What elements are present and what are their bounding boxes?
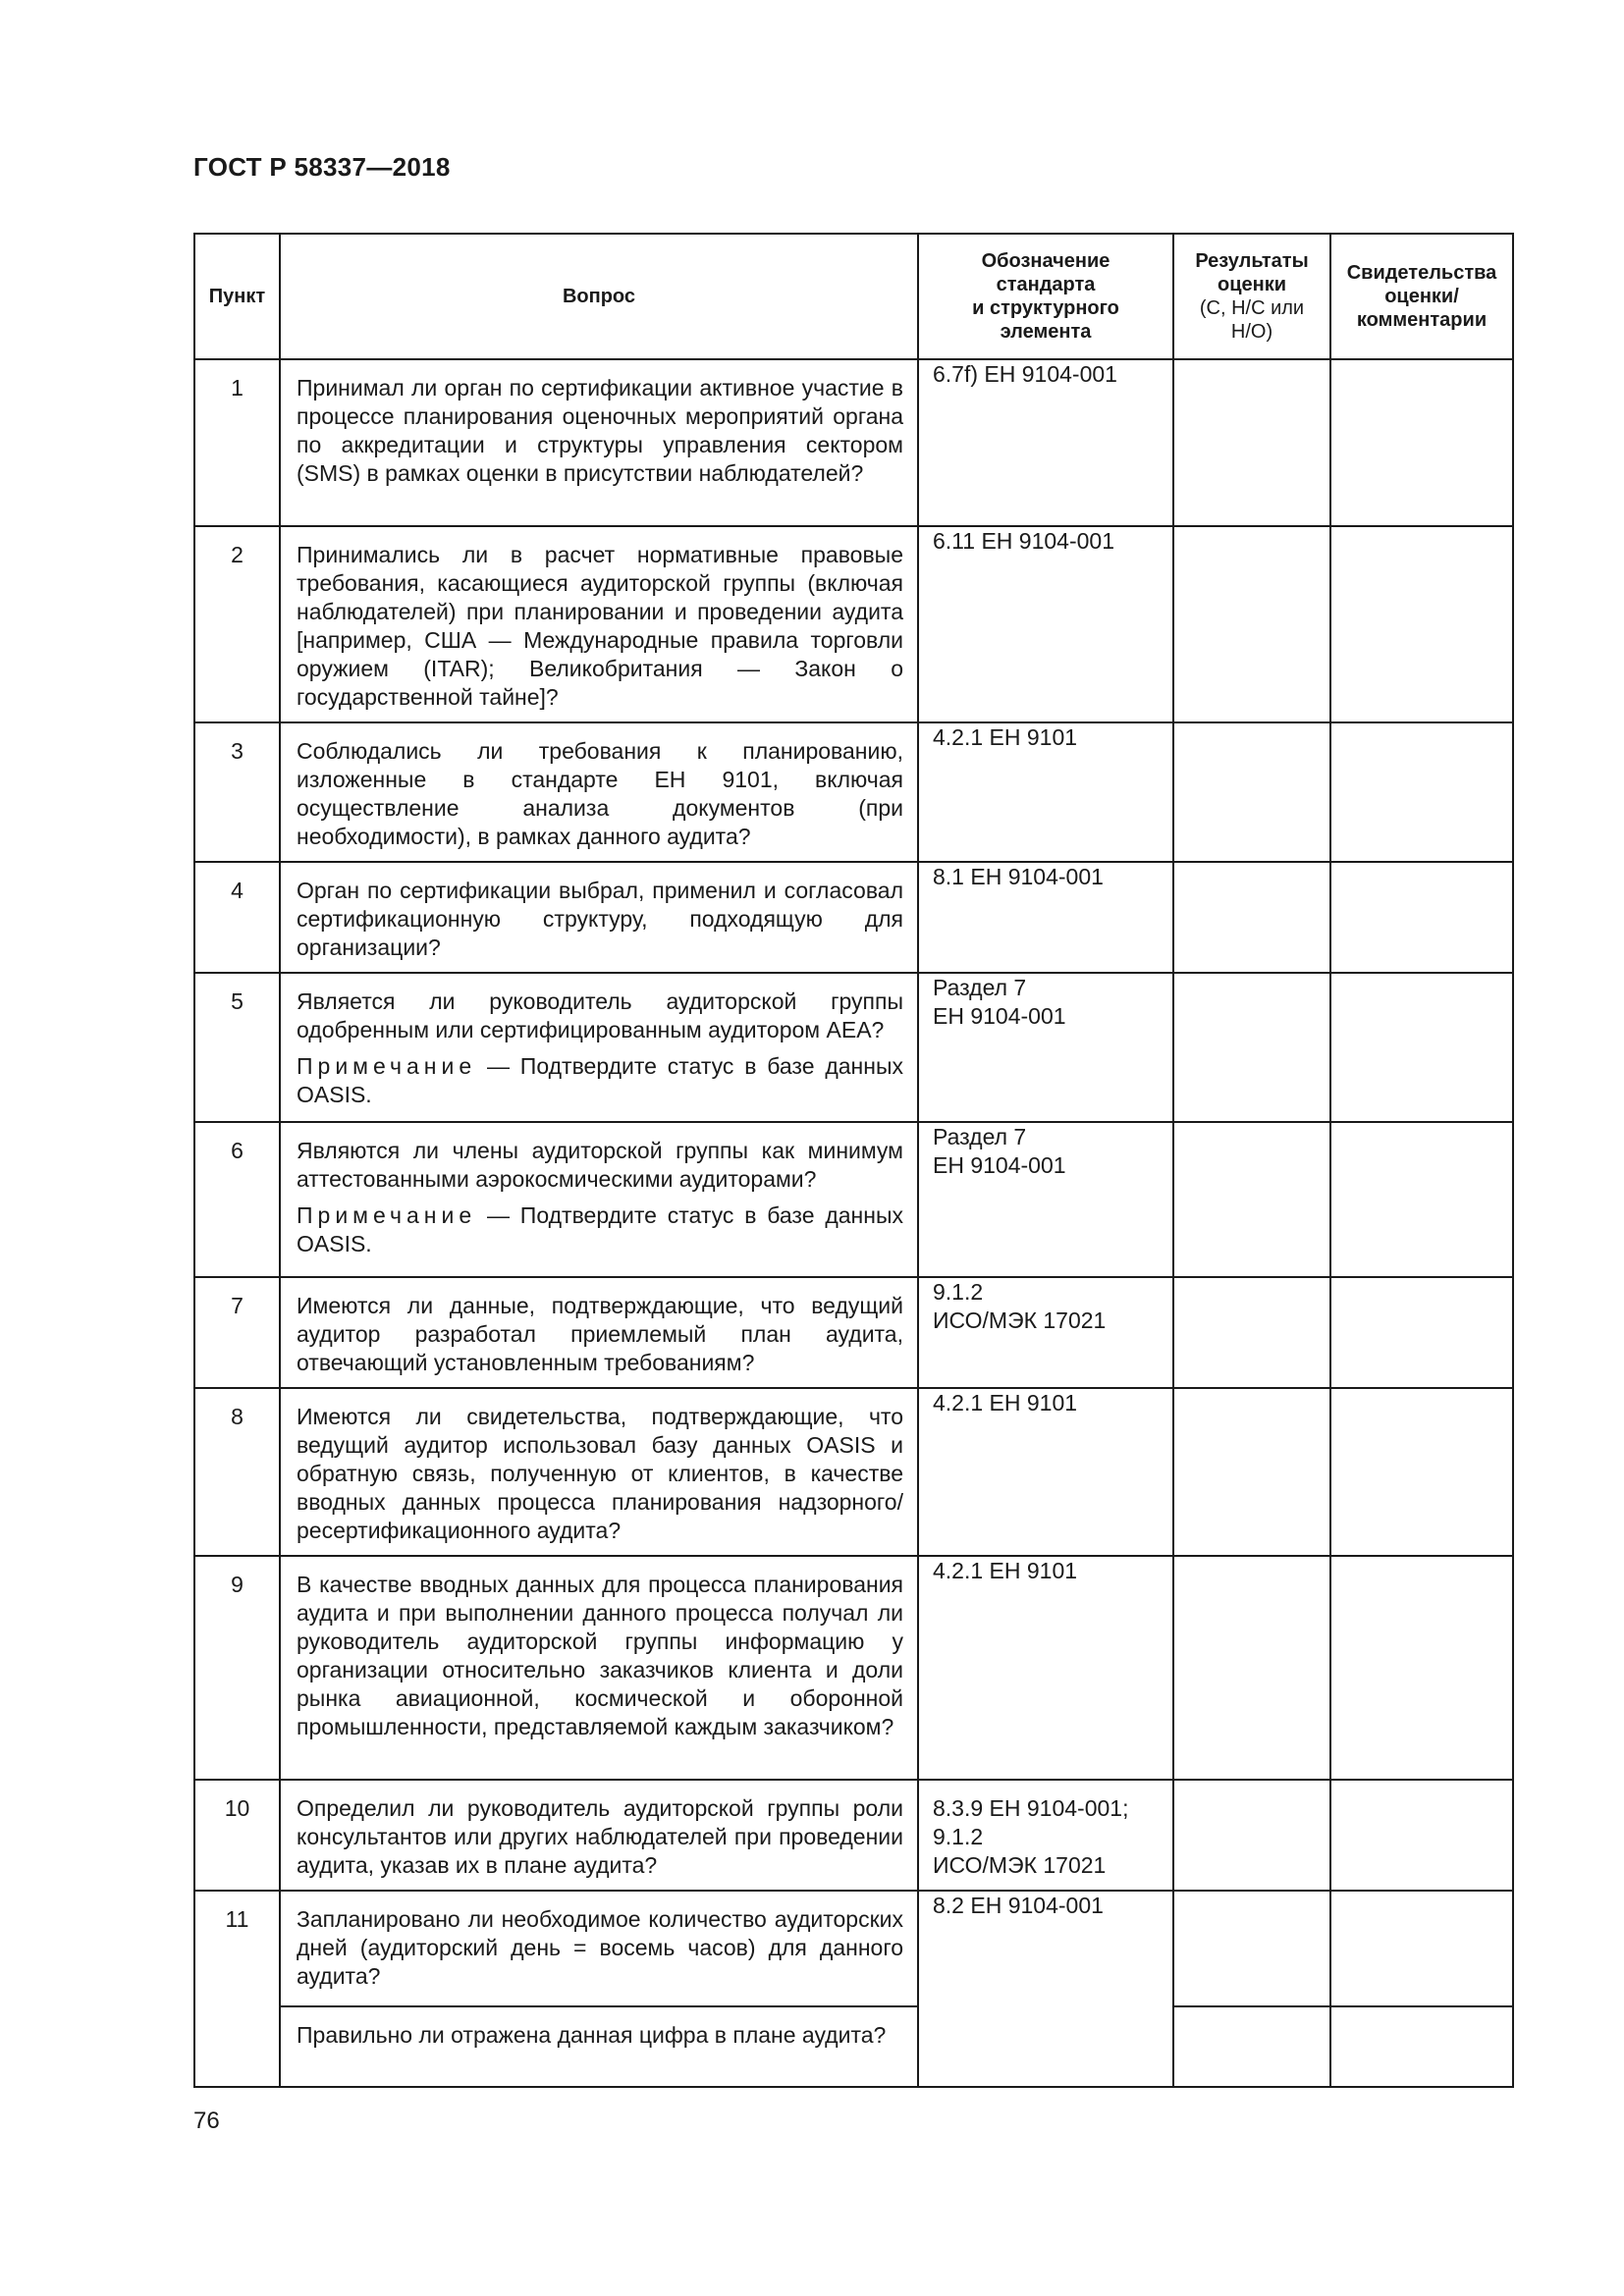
- standard-line: 6.11 ЕН 9104-001: [933, 528, 1114, 554]
- column-header-results-line: Результаты: [1195, 250, 1309, 272]
- standard-line: Раздел 7: [933, 975, 1027, 1000]
- question-paragraph: Запланировано ли необходимое количество аудиторских дней (аудиторский день = восемь часов) для данного аудита?: [297, 1906, 903, 1989]
- document-code: ГОСТ Р 58337—2018: [193, 152, 451, 182]
- page-number: 76: [193, 2108, 220, 2134]
- table-row: [194, 1556, 1513, 1780]
- note-label: Примечание: [297, 1053, 477, 1079]
- question-text: [280, 1556, 918, 1780]
- evidence-cell: [1330, 1780, 1513, 1891]
- column-header-standard-line: элемента: [1000, 321, 1092, 343]
- standard-line: 4.2.1 ЕН 9101: [933, 1390, 1078, 1415]
- standard-reference: [918, 1891, 1173, 2087]
- table-row: [194, 1122, 1513, 1277]
- standard-line: 8.2 ЕН 9104-001: [933, 1893, 1104, 1918]
- table-row: [194, 2006, 1513, 2087]
- table-row: [194, 526, 1513, 722]
- standard-line: ИСО/МЭК 17021: [933, 1852, 1107, 1878]
- standard-reference: [918, 973, 1173, 1122]
- evidence-cell: [1330, 1556, 1513, 1780]
- item-number: 4: [194, 862, 280, 973]
- column-header-results-line: оценки: [1217, 274, 1287, 295]
- standard-reference: [918, 1388, 1173, 1556]
- result-cell: [1173, 862, 1330, 973]
- column-header-results-sub: (С, Н/С или: [1199, 297, 1305, 319]
- note-paragraph: [297, 1201, 903, 1258]
- question-text: [280, 1891, 918, 2006]
- column-header-evidence-line: оценки/: [1384, 286, 1459, 307]
- question-paragraph: Соблюдались ли требования к планированию, изложенные в стандарте ЕН 9101, включая осуществление анализа документов (при необходимости), в рамках данного аудита?: [297, 738, 903, 849]
- evidence-cell: [1330, 722, 1513, 862]
- table-row: [194, 973, 1513, 1122]
- standard-line: 8.3.9 ЕН 9104-001;: [933, 1795, 1129, 1821]
- table-row: [194, 359, 1513, 526]
- item-number: 11: [194, 1891, 280, 2087]
- question-text: [280, 862, 918, 973]
- column-header-results: [1173, 234, 1330, 359]
- question-text: [280, 1780, 918, 1891]
- standard-line: ЕН 9104-001: [933, 1003, 1066, 1029]
- column-header-evidence: [1330, 234, 1513, 359]
- question-paragraph: Правильно ли отражена данная цифра в плане аудита?: [297, 2022, 887, 2048]
- question-text: [280, 1277, 918, 1388]
- column-header-standard: [918, 234, 1173, 359]
- standard-line: ИСО/МЭК 17021: [933, 1308, 1107, 1333]
- result-cell: [1173, 1122, 1330, 1277]
- note-text: — Подтвердите статус в базе данных OASIS.: [297, 1053, 903, 1107]
- column-header-results-sub: Н/О): [1230, 321, 1273, 343]
- question-paragraph: Определил ли руководитель аудиторской группы роли консультантов или других наблюдателей при проведении аудита, указав их в плане аудита?: [297, 1795, 903, 1878]
- table-row: [194, 862, 1513, 973]
- question-paragraph: Являются ли члены аудиторской группы как минимум аттестованными аэрокосмическими аудиторами?: [297, 1138, 903, 1192]
- standard-reference: [918, 526, 1173, 722]
- standard-reference: [918, 1780, 1173, 1891]
- standard-line: 4.2.1 ЕН 9101: [933, 1558, 1078, 1583]
- column-header-evidence-line: Свидетельства: [1346, 262, 1497, 284]
- item-number: 7: [194, 1277, 280, 1388]
- standard-reference: [918, 862, 1173, 973]
- question-text: [280, 722, 918, 862]
- standard-line: 8.1 ЕН 9104-001: [933, 864, 1104, 889]
- standard-line: 9.1.2: [933, 1279, 984, 1305]
- column-header-item: Пункт: [194, 234, 280, 359]
- evidence-cell: [1330, 862, 1513, 973]
- result-cell: [1173, 722, 1330, 862]
- evidence-cell: [1330, 2006, 1513, 2087]
- evidence-cell: [1330, 973, 1513, 1122]
- evidence-cell: [1330, 359, 1513, 526]
- question-text: [280, 359, 918, 526]
- evidence-cell: [1330, 1388, 1513, 1556]
- standard-line: 9.1.2: [933, 1824, 984, 1849]
- standard-reference: [918, 1122, 1173, 1277]
- standard-line: 4.2.1 ЕН 9101: [933, 724, 1078, 750]
- evidence-cell: [1330, 1122, 1513, 1277]
- result-cell: [1173, 1780, 1330, 1891]
- note-paragraph: [297, 1052, 903, 1109]
- question-paragraph: Принимал ли орган по сертификации активное участие в процессе планирования оценочных мероприятий органа по аккредитации и структуры управления сектором (SMS) в рамках оценки в присутствии наблюдателей?: [297, 375, 903, 486]
- evidence-cell: [1330, 1277, 1513, 1388]
- standard-line: 6.7f) ЕН 9104-001: [933, 361, 1117, 387]
- result-cell: [1173, 526, 1330, 722]
- question-paragraph: Орган по сертификации выбрал, применил и согласовал сертификационную структуру, подходящую для организации?: [297, 878, 903, 960]
- table-row: [194, 1780, 1513, 1891]
- item-number: 10: [194, 1780, 280, 1891]
- question-text: [280, 1388, 918, 1556]
- question-paragraph: Имеются ли данные, подтверждающие, что ведущий аудитор разработал приемлемый план аудита, отвечающий установленным требованиям?: [297, 1293, 903, 1375]
- standard-reference: [918, 1556, 1173, 1780]
- question-paragraph: Является ли руководитель аудиторской группы одобренным или сертифицированным аудитором AEA?: [297, 988, 903, 1042]
- column-header-evidence-line: комментарии: [1356, 309, 1488, 331]
- evidence-cell: [1330, 526, 1513, 722]
- result-cell: [1173, 1891, 1330, 2006]
- note-label: Примечание: [297, 1202, 477, 1228]
- item-number: 6: [194, 1122, 280, 1277]
- audit-checklist-table: [193, 233, 1514, 2088]
- standard-reference: [918, 1277, 1173, 1388]
- question-text: [280, 1122, 918, 1277]
- note-text: — Подтвердите статус в базе данных OASIS.: [297, 1202, 903, 1256]
- standard-line: Раздел 7: [933, 1124, 1027, 1149]
- table-row: [194, 1891, 1513, 2006]
- table-header-row: [194, 234, 1513, 359]
- table-row: [194, 1277, 1513, 1388]
- table-row: [194, 722, 1513, 862]
- item-number: 1: [194, 359, 280, 526]
- table-row: [194, 1388, 1513, 1556]
- question-text: [280, 973, 918, 1122]
- result-cell: [1173, 1556, 1330, 1780]
- question-text: [280, 526, 918, 722]
- question-paragraph: В качестве вводных данных для процесса планирования аудита и при выполнении данного процесса получал ли руководитель аудиторской группы информацию у организации относительно заказчиков клиента и доли рынка авиационной, космической и оборонной промышленности, представляемой каждым заказчиком?: [297, 1572, 903, 1739]
- question-paragraph: Имеются ли свидетельства, подтверждающие, что ведущий аудитор использовал базу данных OASIS и обратную связь, полученную от клиентов, в качестве вводных данных процесса планирования надзорного/ресертификационного аудита?: [297, 1404, 903, 1543]
- item-number: 3: [194, 722, 280, 862]
- column-header-standard-line: Обозначение: [981, 250, 1110, 272]
- standard-reference: [918, 359, 1173, 526]
- column-header-question: Вопрос: [280, 234, 918, 359]
- result-cell: [1173, 2006, 1330, 2087]
- column-header-standard-line: стандарта: [996, 274, 1096, 295]
- column-header-standard-line: и структурного: [972, 297, 1119, 319]
- evidence-cell: [1330, 1891, 1513, 2006]
- item-number: 2: [194, 526, 280, 722]
- item-number: 5: [194, 973, 280, 1122]
- standard-reference: [918, 722, 1173, 862]
- result-cell: [1173, 1277, 1330, 1388]
- item-number: 8: [194, 1388, 280, 1556]
- result-cell: [1173, 973, 1330, 1122]
- result-cell: [1173, 1388, 1330, 1556]
- standard-line: ЕН 9104-001: [933, 1152, 1066, 1178]
- question-text: [280, 2006, 918, 2087]
- item-number: 9: [194, 1556, 280, 1780]
- result-cell: [1173, 359, 1330, 526]
- question-paragraph: Принимались ли в расчет нормативные правовые требования, касающиеся аудиторской группы (включая наблюдателей) при планировании и проведении аудита [например, США — Международные правила торговли оружием (ITAR); Великобритания — Закон о государственной тайне]?: [297, 542, 903, 710]
